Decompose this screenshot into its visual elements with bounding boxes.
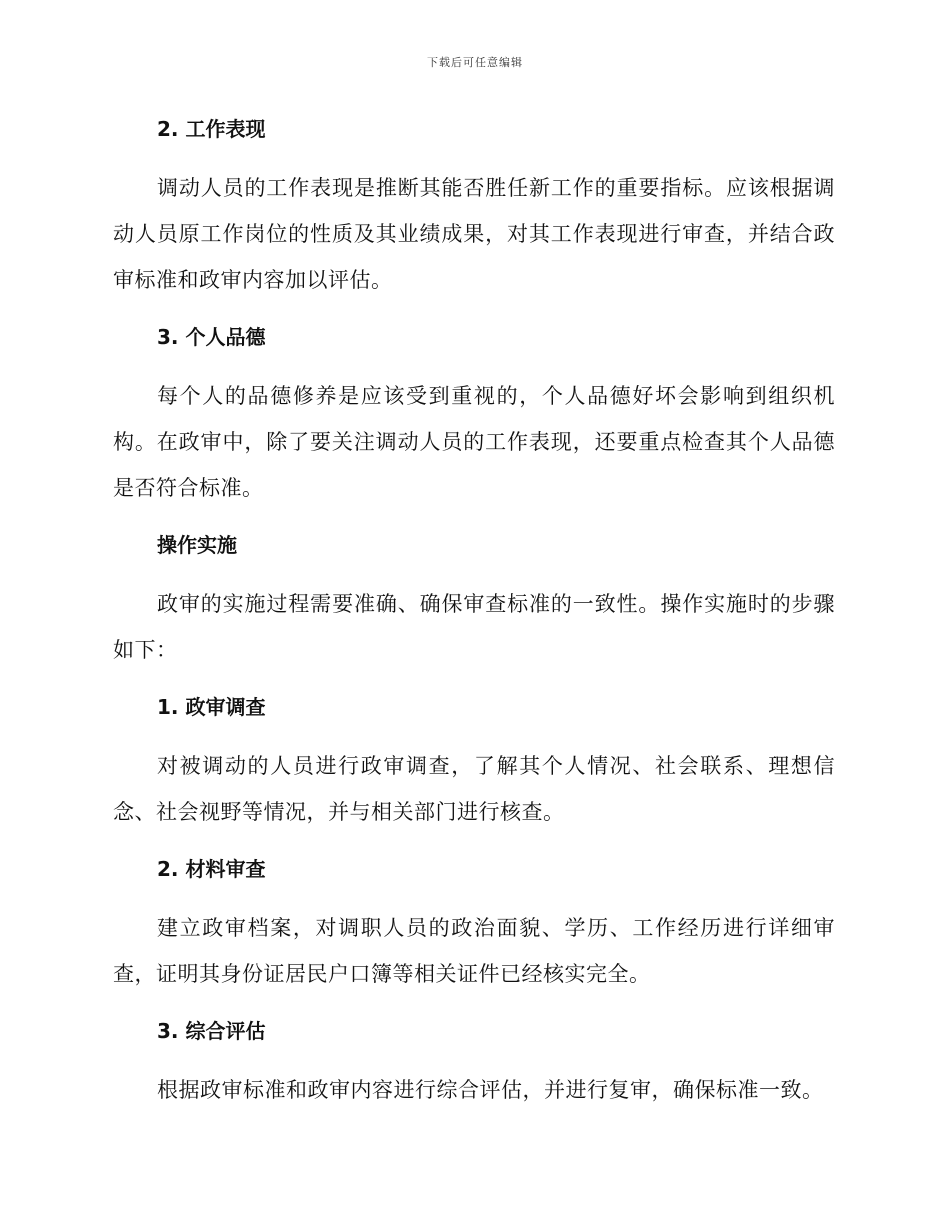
- section-heading-work-performance: 2. 工作表现: [157, 117, 266, 141]
- page-header: 下载后可任意编辑: [427, 56, 523, 69]
- document-body: [113, 109, 835, 1113]
- section-heading-implementation: 操作实施: [157, 533, 237, 557]
- paragraph-personal-morality: 每个人的品德修养是应该受到重视的，个人品德好坏会影响到组织机构。在政审中，除了要关注调动人员的工作表现，还要重点检查其个人品德是否符合标准。: [113, 384, 835, 500]
- paragraph-comprehensive-assessment: 根据政审标准和政审内容进行综合评估，并进行复审，确保标准一致。: [157, 1078, 824, 1102]
- section-heading-political-investigation: 1. 政审调查: [157, 695, 266, 719]
- section-heading-personal-morality: 3. 个人品德: [157, 325, 266, 349]
- paragraph-implementation: 政审的实施过程需要准确、确保审查标准的一致性。操作实施时的步骤如下：: [113, 592, 835, 662]
- paragraph-material-review: 建立政审档案，对调职人员的政治面貌、学历、工作经历进行详细审查，证明其身份证居民户口簿等相关证件已经核实完全。: [113, 916, 835, 986]
- paragraph-political-investigation: 对被调动的人员进行政审调查，了解其个人情况、社会联系、理想信念、社会视野等情况，并与相关部门进行核查。: [113, 754, 835, 824]
- section-heading-comprehensive-assessment: 3. 综合评估: [157, 1019, 266, 1043]
- paragraph-work-performance: 调动人员的工作表现是推断其能否胜任新工作的重要指标。应该根据调动人员原工作岗位的性质及其业绩成果，对其工作表现进行审查，并结合政审标准和政审内容加以评估。: [113, 176, 835, 292]
- section-heading-material-review: 2. 材料审查: [157, 857, 266, 881]
